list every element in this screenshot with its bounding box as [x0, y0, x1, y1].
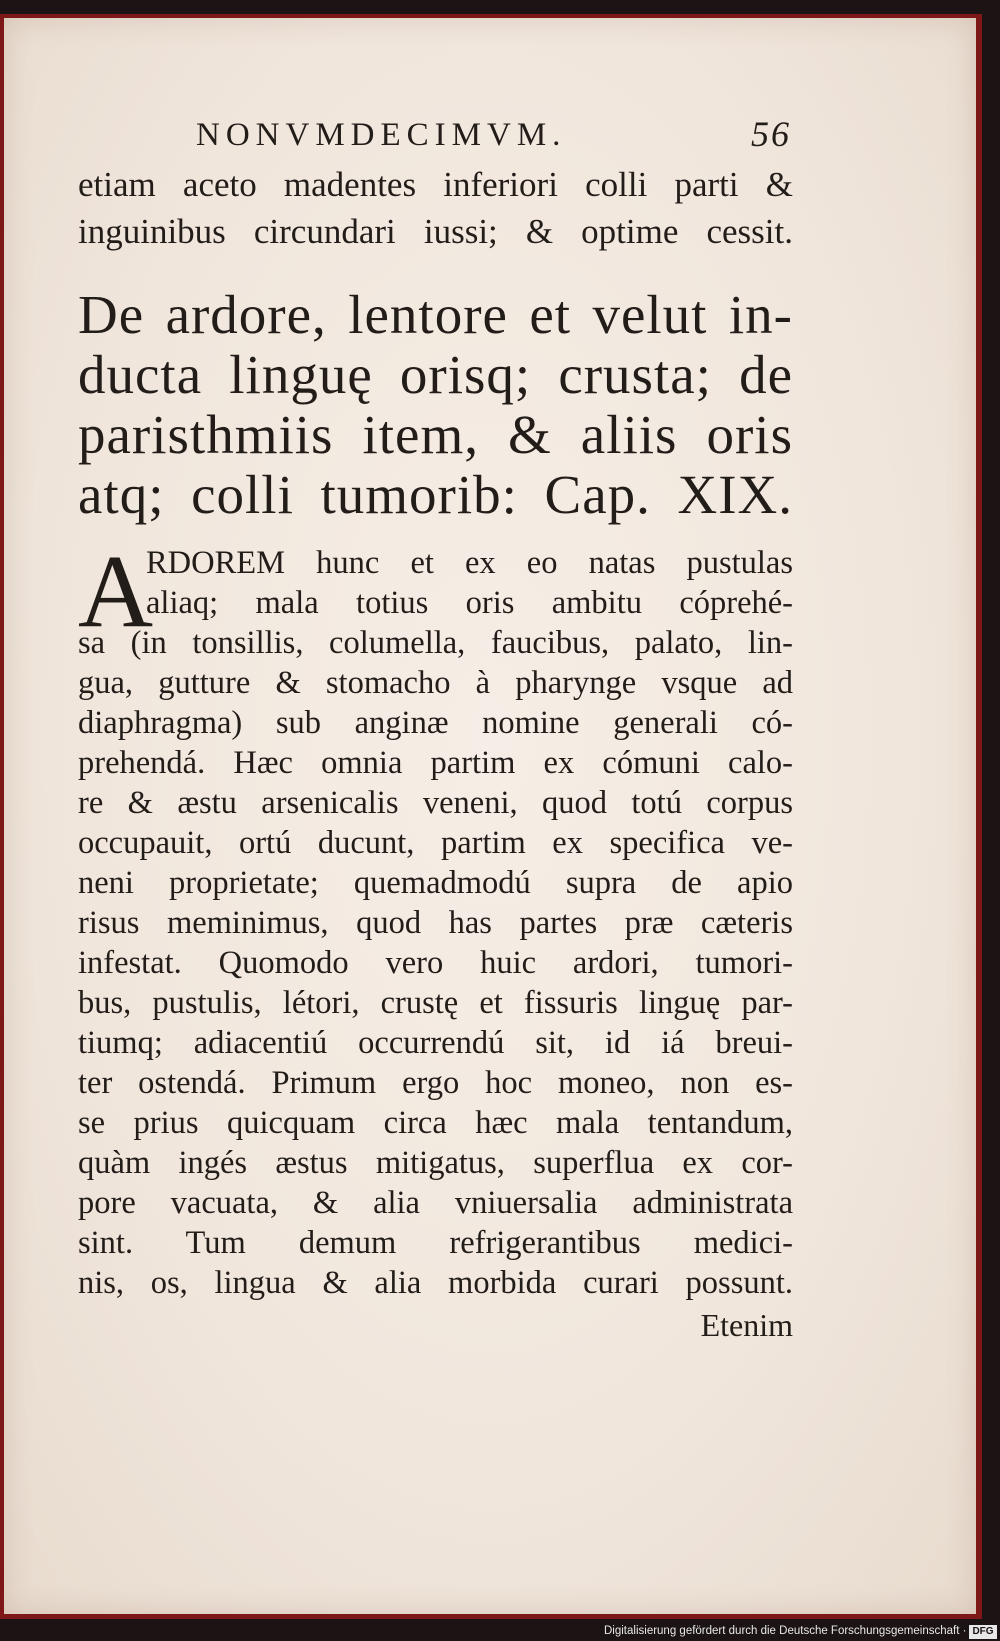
text-line: neni proprietate; quemadmodú supra de apio — [78, 865, 793, 901]
digitization-credit — [604, 1622, 996, 1640]
text-line: aliaq; mala totius oris ambitu cóprehé- — [146, 585, 793, 621]
heading-line: atq; colli tumorib: Cap. XIX. — [78, 465, 793, 525]
running-head-title: NONVMDECIMVM. — [196, 117, 567, 153]
text-line: infestat. Quomodo vero huic ardori, tumori- — [78, 945, 793, 981]
text-line: re & æstu arsenicalis veneni, quod totú corpus — [78, 785, 793, 821]
page-number: 56 — [751, 114, 791, 154]
text-line: sa (in tonsillis, columella, faucibus, palato, lin- — [78, 625, 793, 661]
text-line: se prius quicquam circa hæc mala tentandum, — [78, 1105, 793, 1141]
text-line: inguinibus circundari iussi; & optime cessit. — [78, 212, 793, 251]
text-line: tiumq; adiacentiú occurrendú sit, id iá breui- — [78, 1025, 793, 1061]
body-paragraph — [78, 534, 793, 1345]
dfg-logo: DFG — [969, 1625, 996, 1639]
text-line: prehendá. Hæc omnia partim ex cómuni calo- — [78, 745, 793, 781]
text-line: nis, os, lingua & alia morbida curari possunt. — [78, 1265, 793, 1301]
text-line: RDOREM hunc et ex eo natas pustulas — [146, 545, 793, 581]
heading-line: paristhmiis item, & aliis oris — [78, 405, 793, 465]
text-line: bus, pustulis, létori, crustę et fissuris linguę par- — [78, 985, 793, 1021]
text-line: risus meminimus, quod has partes præ cæteris — [78, 905, 793, 941]
text-line: gua, gutture & stomacho à pharynge vsque ad — [78, 665, 793, 701]
catchword: Etenim — [700, 1307, 793, 1343]
text-line: occupauit, ortú ducunt, partim ex specifica ve- — [78, 825, 793, 861]
book-page — [4, 18, 976, 1614]
text-line: pore vacuata, & alia vniuersalia administrata — [78, 1185, 793, 1221]
text-line: diaphragma) sub anginæ nomine generali có- — [78, 705, 793, 741]
running-head — [78, 113, 793, 161]
text-line: etiam aceto madentes inferiori colli parti & — [78, 165, 793, 204]
credit-text: Digitalisierung gefördert durch die Deutsche Forschungsgemeinschaft · — [604, 1625, 967, 1637]
text-block — [78, 113, 793, 1345]
text-line: sint. Tum demum refrigerantibus medici- — [78, 1225, 793, 1261]
chapter-heading — [78, 285, 793, 525]
intro-paragraph — [78, 161, 793, 255]
text-line: quàm ingés æstus mitigatus, superflua ex cor- — [78, 1145, 793, 1181]
heading-line: De ardore, lentore et velut in- — [78, 285, 793, 345]
drop-cap: A — [78, 534, 154, 649]
heading-line: ducta linguę orisq; crusta; de — [78, 345, 793, 405]
text-line: ter ostendá. Primum ergo hoc moneo, non es- — [78, 1065, 793, 1101]
